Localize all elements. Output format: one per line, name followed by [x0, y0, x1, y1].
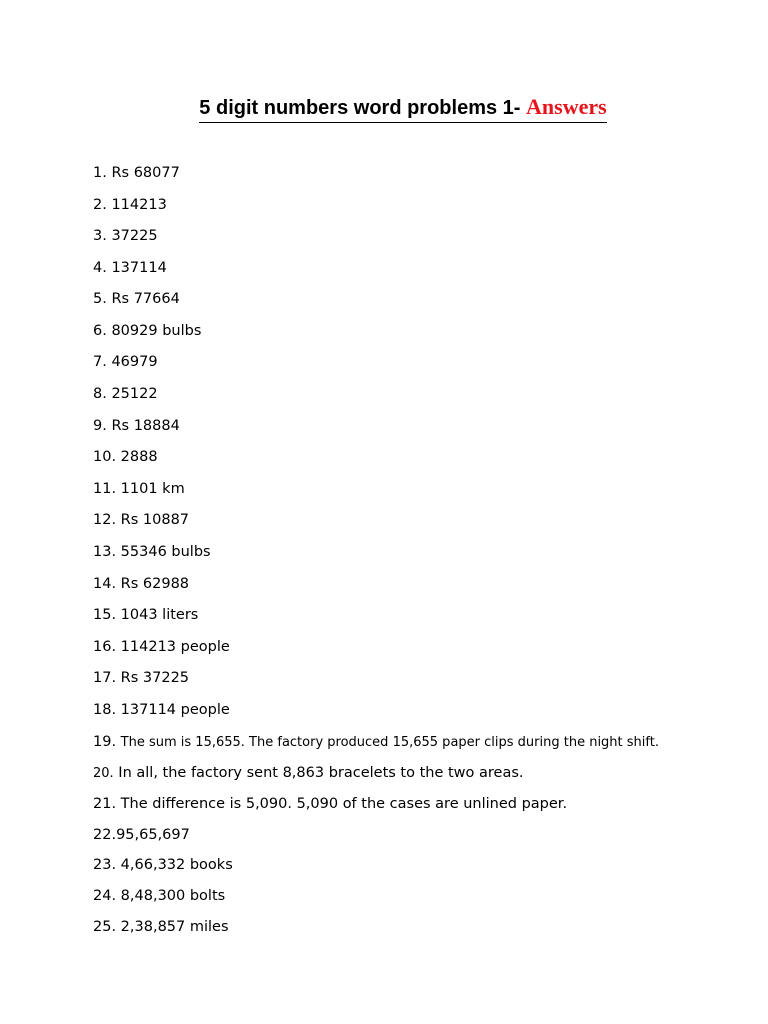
answer-item [93, 701, 230, 719]
answer-item [93, 575, 189, 593]
answer-item [93, 322, 201, 340]
answer-text: 137114 people [120, 702, 230, 718]
answer-number: 4. [93, 260, 107, 276]
answer-number: 9. [93, 418, 107, 434]
answer-item [93, 227, 158, 245]
answer-number: 20. [93, 766, 114, 781]
answer-number: 14. [93, 576, 117, 592]
answer-item [93, 638, 230, 656]
answer-number: 3. [93, 228, 107, 244]
answer-text: 37225 [111, 228, 158, 244]
answer-number: 16. [93, 639, 117, 655]
answer-item [93, 795, 567, 813]
answer-item [93, 196, 167, 214]
answer-text: 80929 bulbs [111, 323, 202, 339]
answer-text: The sum is 15,655. The factory produced 15,655 paper clips during the night shift. [120, 735, 659, 750]
answer-number: 11. [93, 481, 117, 497]
answer-text: Rs 62988 [120, 576, 190, 592]
answer-text: Rs 37225 [120, 670, 190, 686]
answer-number: 2. [93, 197, 107, 213]
answer-text: 8,48,300 bolts [120, 888, 226, 904]
answer-number: 12. [93, 512, 117, 528]
answer-text: 114213 [111, 197, 167, 213]
answer-item [93, 448, 158, 466]
answer-item [93, 918, 229, 936]
answer-number: 18. [93, 702, 117, 718]
answer-item [93, 353, 158, 371]
answer-text: In all, the factory sent 8,863 bracelets to the two areas. [118, 765, 524, 781]
answer-item [93, 164, 180, 182]
page-title [0, 84, 768, 123]
title-answers-text: Answers [526, 94, 607, 119]
answer-number: 1. [93, 165, 107, 181]
answer-text: 1043 liters [120, 607, 199, 623]
answer-number: 17. [93, 670, 117, 686]
answer-text: 2,38,857 miles [120, 919, 229, 935]
answer-item [93, 543, 211, 561]
answer-text: 137114 [111, 260, 167, 276]
answer-item [93, 856, 233, 874]
answer-item [93, 733, 659, 752]
answer-text: 4,66,332 books [120, 857, 233, 873]
answer-number: 15. [93, 607, 117, 623]
answer-number: 19. [93, 734, 117, 750]
answer-item [93, 480, 185, 498]
answer-text: 46979 [111, 354, 158, 370]
answer-item [93, 417, 180, 435]
answer-text: Rs 77664 [111, 291, 180, 307]
answer-number: 25. [93, 919, 117, 935]
answer-number: 7. [93, 354, 107, 370]
answer-number: 6. [93, 323, 107, 339]
answer-item [93, 385, 158, 403]
title-main-text: 5 digit numbers word problems 1- [199, 97, 527, 119]
answer-item [93, 826, 190, 844]
answer-item [93, 887, 225, 905]
title-underline [199, 89, 606, 123]
answer-number: 10. [93, 449, 117, 465]
answer-text: The difference is 5,090. 5,090 of the cases are unlined paper. [120, 796, 568, 812]
answer-item [93, 290, 180, 308]
answer-number: 23. [93, 857, 117, 873]
answer-number: 21. [93, 796, 117, 812]
answer-number: 22. [93, 827, 117, 843]
answer-text: 55346 bulbs [120, 544, 211, 560]
answer-text: Rs 10887 [120, 512, 190, 528]
answer-item [93, 764, 524, 783]
answer-text: 25122 [111, 386, 158, 402]
answer-number: 24. [93, 888, 117, 904]
answer-item [93, 606, 198, 624]
answer-item [93, 259, 167, 277]
answer-text: Rs 18884 [111, 418, 180, 434]
answer-number: 13. [93, 544, 117, 560]
answer-item [93, 511, 189, 529]
answer-text: Rs 68077 [111, 165, 180, 181]
answer-text: 2888 [120, 449, 158, 465]
answer-number: 8. [93, 386, 107, 402]
answer-number: 5. [93, 291, 107, 307]
answer-text: 95,65,697 [116, 827, 190, 843]
answer-text: 114213 people [120, 639, 230, 655]
answer-item [93, 669, 189, 687]
answer-text: 1101 km [120, 481, 185, 497]
